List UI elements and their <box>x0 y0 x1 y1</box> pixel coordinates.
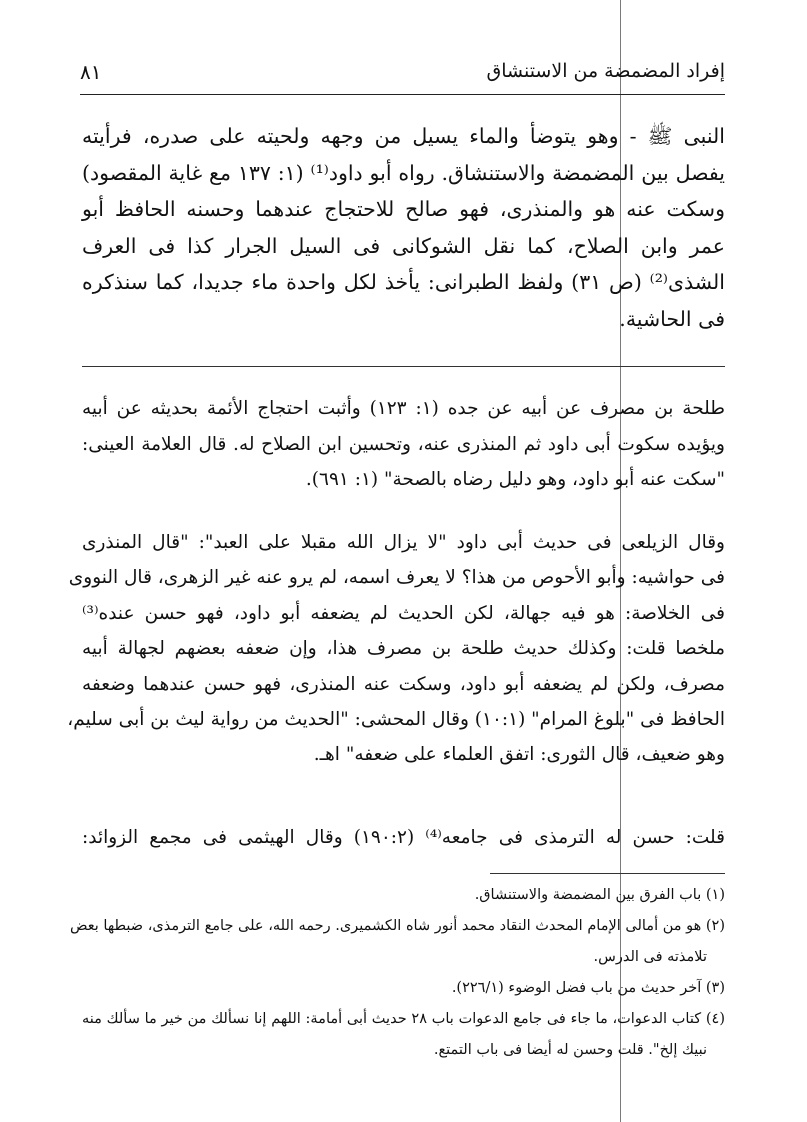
main-line: النبى ﷺ - وهو يتوضأ والماء يسيل من وجهه ولحيته على صدره، فرأيته <box>82 124 725 148</box>
footnote-2: (٢) هو من أمالى الإمام المحدث النقاد محمد أنور شاه الكشميرى. رحمه الله، على جامع الترمذى، ضبطها بعض <box>70 918 725 934</box>
main-line: يفصل بين المضمضة والاستنشاق. رواه أبو داود⁽¹⁾ (١: ١٣٧ مع غاية المقصود) <box>82 160 725 185</box>
footnote-4: (٤) كتاب الدعوات، ما جاء فى جامع الدعوات باب ٢٨ حديث أبى أمامة: اللهم إنا نسألك من خير ما سألك منه <box>82 1011 725 1027</box>
commentary-line: ويؤيده سكوت أبى داود ثم المنذرى عنه، وتحسين ابن الصلاح له. قال العلامة العينى: <box>82 433 725 455</box>
commentary-paragraph-2 <box>67 525 725 773</box>
commentary-line: وقال الزيلعى فى حديث أبى داود "لا يزال الله مقبلا على العبد": "قال المنذرى <box>82 532 725 553</box>
page-number: ٨١ <box>80 60 102 84</box>
footnote-2-continued: تلامذته فى الدرس. <box>593 949 707 965</box>
commentary-line: طلحة بن مصرف عن أبيه عن جده (١: ١٢٣) وأثبت احتجاج الأئمة بحديثه عن أبيه <box>82 398 725 419</box>
main-line: الشذى⁽²⁾ (ص ٣١) ولفظ الطبرانى: يأخذ لكل واحدة ماء جديدا، كما سنذكره <box>82 270 725 294</box>
main-line: فى الحاشية. <box>619 306 725 331</box>
commentary-line: فى الخلاصة: هو فيه جهالة، لكن الحديث لم يضعفه أبو داود، فهو حسن عنده⁽³⁾ <box>82 602 725 624</box>
commentary-line: ملخصا قلت: وكذلك حديث طلحة بن مصرف هذا، وإن ضعفه بعضهم لجهالة أبيه <box>82 638 725 660</box>
commentary-line: وهو ضعيف، قال الثورى: اتفق العلماء على ضعفه" اهـ. <box>313 744 725 766</box>
running-header <box>80 58 725 92</box>
commentary-line: فى حواشيه: وأبو الأحوص من هذا؟ لا يعرف اسمه، لم يرو عنه غير الزهرى، قال النووى <box>68 567 725 589</box>
commentary-line: مصرف، ولكن لم يضعفه أبو داود، وسكت عنه المنذرى، فهو حسن عندهما وضعفه <box>82 673 725 695</box>
running-title: إفراد المضمضة من الاستنشاق <box>486 60 725 82</box>
footnotes <box>70 880 725 1066</box>
header-rule <box>80 94 725 95</box>
footnote-separator <box>490 873 725 874</box>
commentary-line: "سكت عنه أبو داود، وهو دليل رضاه بالصحة" (١: ٦٩١). <box>305 469 725 490</box>
footnote-3: (٣) آخر حديث من باب فضل الوضوء (٢٢٦/١). <box>451 980 725 996</box>
main-commentary-separator <box>82 366 725 367</box>
main-line: وسكت عنه هو والمنذرى، فهو صالح للاحتجاج عندهما وحسنه الحافظ أبو <box>82 197 725 221</box>
footnote-4-continued: نبيك إلخ". قلت وحسن له أيضا فى باب التمتع. <box>433 1042 707 1058</box>
commentary-paragraph-3 <box>82 820 725 856</box>
footnote-1: (١) باب الفرق بين المضمضة والاستنشاق. <box>474 887 725 903</box>
commentary-line: قلت: حسن له الترمذى فى جامعه⁽⁴⁾ (١٩٠:٢) وقال الهيثمى فى مجمع الزوائد: <box>82 827 725 848</box>
commentary-line: الحافظ فى "بلوغ المرام" (١٠:١) وقال المحشى: "الحديث من رواية ليث بن أبى سليم، <box>67 709 725 731</box>
main-text <box>82 118 725 337</box>
main-line: عمر وابن الصلاح، كما نقل الشوكانى فى السيل الجرار كذا فى العرف <box>82 233 725 258</box>
commentary-paragraph-1 <box>82 391 725 498</box>
